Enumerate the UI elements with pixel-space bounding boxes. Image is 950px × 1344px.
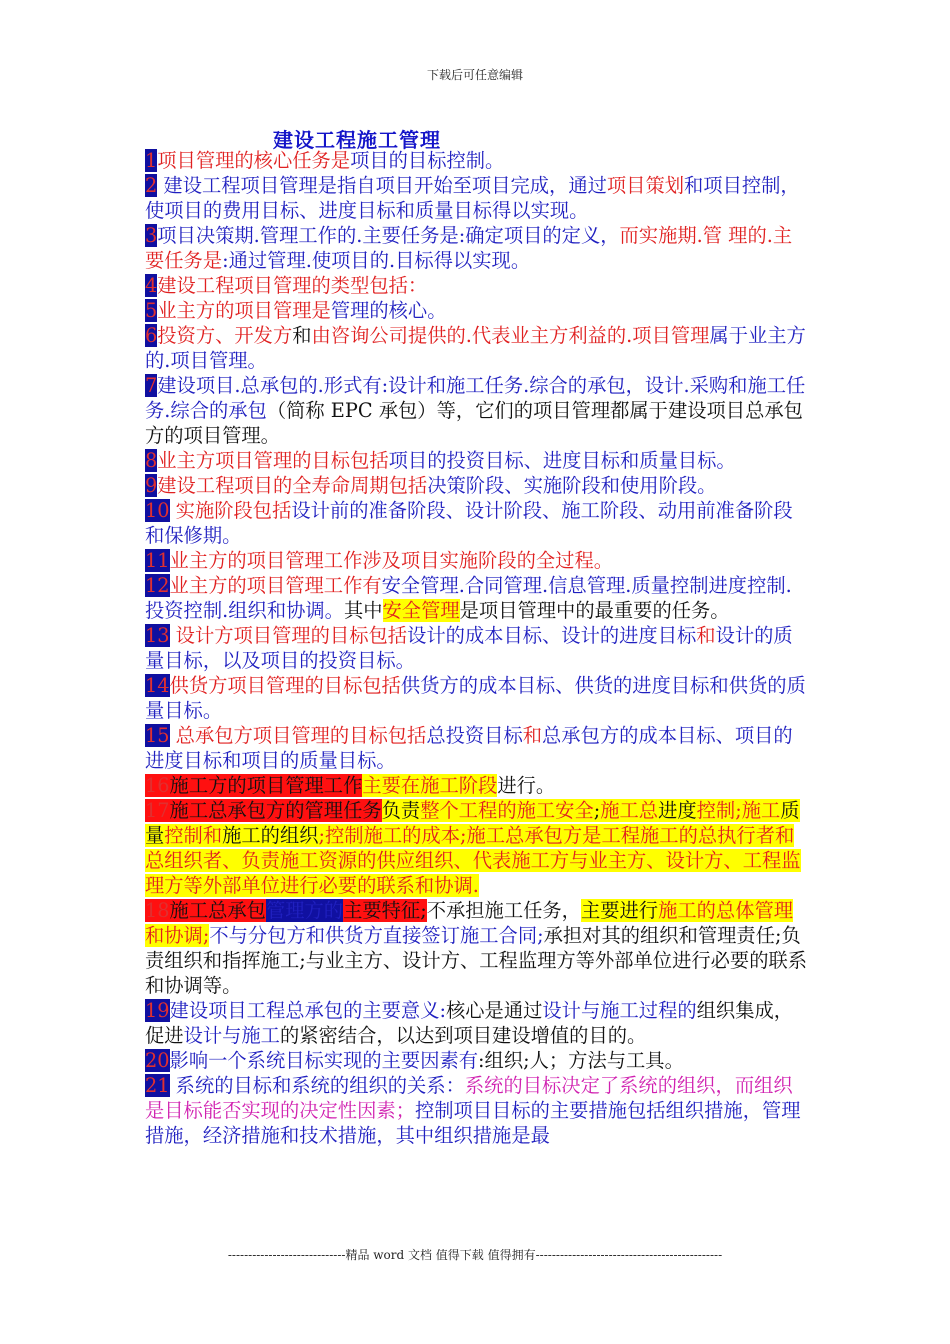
text-run: 施工的总体管理和协调; bbox=[145, 899, 794, 947]
text-run: 系统的目标决定了系统的组织，而组织是目标能否实现的决定性因素； bbox=[145, 1074, 793, 1122]
paragraph-20 bbox=[145, 1048, 810, 1073]
text-run: 是项目管理中的最重要的任务。 bbox=[459, 599, 730, 622]
text-run: 控制 bbox=[696, 799, 736, 822]
text-run: 项目的目标控制。 bbox=[350, 149, 505, 172]
item-number: 14 bbox=[145, 674, 170, 697]
item-number: 3 bbox=[145, 224, 158, 247]
text-run: 组织集成，促进 bbox=[145, 999, 794, 1047]
paragraph-1 bbox=[145, 148, 810, 173]
paragraph-16 bbox=[145, 773, 810, 798]
item-number: 12 bbox=[145, 574, 170, 597]
paragraph-10 bbox=[145, 498, 810, 548]
text-run: 项目策划 bbox=[606, 174, 685, 197]
text-run: :通过管理.使项目的.目标得以实现。 bbox=[222, 249, 531, 272]
text-run: 和 bbox=[522, 724, 543, 747]
paragraph-21 bbox=[145, 1073, 810, 1148]
header-note: 下载后可任意编辑 bbox=[426, 68, 523, 82]
paragraph-7 bbox=[145, 373, 810, 448]
item-number: 2 bbox=[145, 174, 158, 197]
item-number: 16 bbox=[145, 774, 170, 797]
text-run: 管理方的 bbox=[265, 899, 344, 922]
paragraph-8 bbox=[145, 448, 810, 473]
text-run: 项目决策期.管理工作的.主要任务是:确定项目的定义， bbox=[157, 224, 620, 247]
text-run: ，使项目的费用目标、进度目标和质量目标得以实现。 bbox=[145, 174, 800, 222]
text-run: 质量 bbox=[145, 799, 800, 847]
text-run: 业主方项目管理的目标包括 bbox=[157, 449, 389, 472]
text-run: 设计与施工过程的 bbox=[542, 999, 697, 1022]
text-run: 业主方的项目管理工作有 bbox=[169, 574, 382, 597]
text-run: 项目的投资目标、进度目标和质量目标。 bbox=[388, 449, 736, 472]
text-run: 承担对其的组织和管理责任;负责组织和指挥施工;与业主方、设计方、工程监理方等外部单位进行必要的联系和协调等。 bbox=[145, 924, 808, 997]
paragraph-11 bbox=[145, 548, 810, 573]
text-run: 属于业主方的.项目管理。 bbox=[145, 324, 806, 372]
item-number: 18 bbox=[145, 899, 170, 922]
text-run: ; bbox=[593, 799, 601, 822]
text-run: 不与分包方和供货方直接签订施工合同; bbox=[209, 924, 544, 947]
item-number: 6 bbox=[145, 324, 158, 347]
text-run: 施工总 bbox=[600, 799, 659, 822]
item-number: 13 bbox=[145, 624, 170, 647]
text-run: 业主方的项目管理是 bbox=[157, 299, 331, 322]
text-run: 主要特征; bbox=[343, 899, 427, 922]
footer-note: -----------------------------精品 word 文档 值得下载 值得拥有---------------------------------------------- bbox=[227, 1248, 723, 1262]
paragraph-3 bbox=[145, 223, 810, 273]
item-number: 10 bbox=[145, 499, 170, 522]
text-run: 控制项目目标的主要措施包括组织措施，管理措施，经济措施和技术措施，其中组织措施是最 bbox=[145, 1099, 801, 1147]
text-run: 总承包方项目管理的目标包括 bbox=[169, 724, 427, 747]
text-run: 设计的质量目标，以及项目的投资目标。 bbox=[145, 624, 793, 672]
text-run: 项目管理的核心任务是 bbox=[157, 149, 351, 172]
item-number: 4 bbox=[145, 274, 158, 297]
text-run: 负责 bbox=[381, 799, 421, 822]
text-run: 管理的核心。 bbox=[330, 299, 447, 322]
item-number: 5 bbox=[145, 299, 158, 322]
text-run: 和 bbox=[292, 324, 312, 347]
text-run: 决策阶段、实施阶段和使用阶段。 bbox=[427, 474, 717, 497]
text-run: 建设项目工程总承包的主要意义: bbox=[169, 999, 446, 1022]
paragraph-9 bbox=[145, 473, 810, 498]
text-run: ;施工 bbox=[735, 799, 781, 822]
paragraph-13 bbox=[145, 623, 810, 673]
text-run: 主要进行 bbox=[580, 899, 659, 922]
item-number: 17 bbox=[145, 799, 170, 822]
item-number: 11 bbox=[145, 549, 170, 572]
text-run: 业主方的项目管理工作涉及项目实施阶段的全过程。 bbox=[169, 549, 614, 572]
text-run: 设计前的准备阶段、设计阶段、施工阶段、动用前准备阶段和保修期。 bbox=[145, 499, 793, 547]
text-run: 核心是通过 bbox=[445, 999, 543, 1022]
paragraph-14 bbox=[145, 673, 810, 723]
text-run: 建设工程项目管理是指自项目开始至项目完成，通过 bbox=[157, 174, 607, 197]
item-number: 1 bbox=[145, 149, 158, 172]
text-run: 由咨询公司提供的.代表业主方利益的.项目管理 bbox=[311, 324, 710, 347]
text-run: 进行。 bbox=[497, 774, 556, 797]
text-run: 进度 bbox=[658, 799, 697, 822]
text-run: 和项目控制 bbox=[684, 174, 781, 197]
text-run: 控制和 bbox=[164, 824, 223, 847]
text-run: 的紧密结合，以达到项目建设增值的目的。 bbox=[279, 1024, 647, 1047]
paragraph-19 bbox=[145, 998, 810, 1048]
text-run: 实施阶段包括 bbox=[169, 499, 292, 522]
item-number: 9 bbox=[145, 474, 158, 497]
item-number: 15 bbox=[145, 724, 170, 747]
text-run: 总投资目标 bbox=[426, 724, 523, 747]
text-run: （简称 EPC 承包）等，它们的项目管理都属于建设项目总承包方的项目管理。 bbox=[145, 399, 803, 447]
item-number: 19 bbox=[145, 999, 170, 1022]
text-run: 安全管理.合同管理.信息管理.质量控制进度控制.投资控制.组织和协调。 bbox=[145, 574, 792, 622]
text-run: 不承担施工任务， bbox=[426, 899, 581, 922]
text-run: 而实施期.管 理的.主要任务是 bbox=[145, 224, 793, 272]
text-run: 设计的成本目标、设计的进度目标 bbox=[407, 624, 697, 647]
item-number: 20 bbox=[145, 1049, 170, 1072]
item-number: 21 bbox=[145, 1074, 170, 1097]
document-title: 建设工程施工管理 bbox=[273, 128, 441, 152]
text-run: 和 bbox=[696, 624, 716, 647]
text-run: 设计与施工 bbox=[183, 1024, 280, 1047]
text-run: 总承包方的成本目标、项目的进度目标和项目的质量目标。 bbox=[145, 724, 793, 772]
text-run: 施工总承包方的管理任务 bbox=[169, 799, 382, 822]
text-run: 系统的目标和系统的组织的关系： bbox=[169, 1074, 465, 1097]
paragraph-18 bbox=[145, 898, 810, 998]
paragraph-4 bbox=[145, 273, 810, 298]
text-run: 供货方项目管理的目标包括 bbox=[169, 674, 401, 697]
paragraph-2 bbox=[145, 173, 810, 223]
paragraph-6 bbox=[145, 323, 810, 373]
text-run: 主要在施工阶段 bbox=[362, 774, 498, 797]
text-run: 整个工程的施工安全 bbox=[420, 799, 594, 822]
document-body bbox=[145, 148, 810, 1148]
text-run: 施工方的项目管理工作 bbox=[169, 774, 363, 797]
text-run: 影响一个系统目标实现的主要因素有 bbox=[169, 1049, 479, 1072]
text-run: 建设工程项目的全寿命周期包括 bbox=[157, 474, 428, 497]
text-run: 建设项目.总承包的.形式有:设计和施工任务.综合的承包，设计.采购和施工任务.综合的承包 bbox=[145, 374, 806, 422]
item-number: 7 bbox=[145, 374, 158, 397]
text-run: 施工的组织 bbox=[222, 824, 319, 847]
text-run: ;控制施工的成本;施工总承包方是工程施工的总执行者和总组织者、负责施工资源的供应组织、代表施工方与业主方、设计方、工程监理方等外部单位进行必要的联系和协调. bbox=[145, 824, 801, 897]
text-run: 其中 bbox=[343, 599, 383, 622]
paragraph-12 bbox=[145, 573, 810, 623]
text-run: 投资方、开发方 bbox=[157, 324, 293, 347]
text-run: 安全管理 bbox=[382, 599, 460, 622]
text-run: 建设工程项目管理的类型包括： bbox=[157, 274, 428, 297]
paragraph-15 bbox=[145, 723, 810, 773]
paragraph-5 bbox=[145, 298, 810, 323]
text-run: :组织;人；方法与工具。 bbox=[478, 1049, 684, 1072]
text-run: 供货方的成本目标、供货的进度目标和供货的质量目标。 bbox=[145, 674, 806, 722]
text-run: 施工总承包 bbox=[169, 899, 266, 922]
item-number: 8 bbox=[145, 449, 158, 472]
paragraph-17 bbox=[145, 798, 810, 898]
text-run: 设计方项目管理的目标包括 bbox=[169, 624, 408, 647]
